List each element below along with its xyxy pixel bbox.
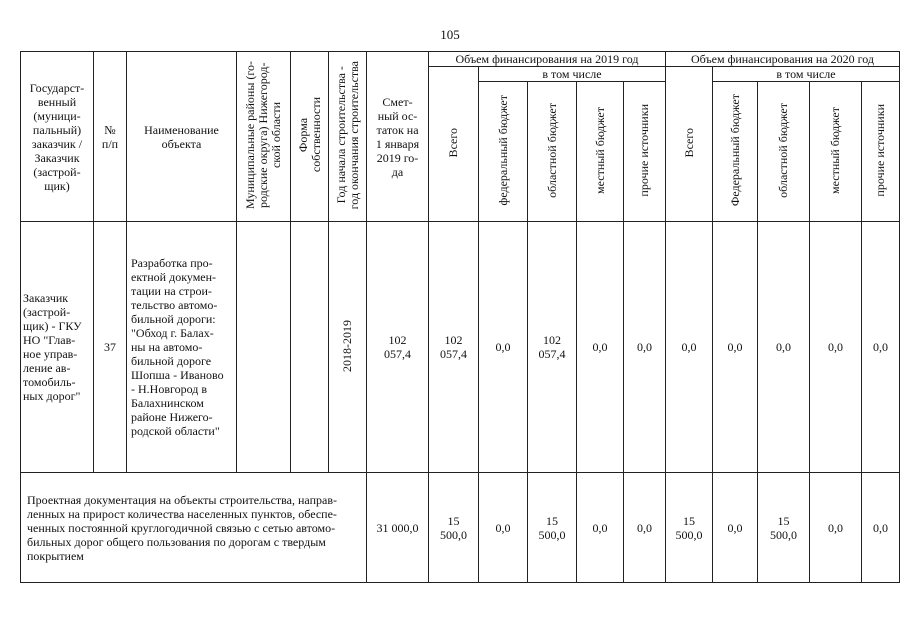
cell-regional-2019: 102 057,4 [528, 222, 577, 473]
cell-total-2019: 102 057,4 [429, 222, 479, 473]
header-including-2020: в том числе [713, 67, 900, 82]
header-regional-2020: областной бюджет [758, 82, 810, 222]
cell-federal-2019: 0,0 [479, 473, 528, 583]
cell-federal-2020: 0,0 [713, 473, 758, 583]
table-row [21, 222, 900, 473]
header-local-2020: местный бюджет [810, 82, 862, 222]
cell-total-2019: 15 500,0 [429, 473, 479, 583]
header-num: № п/п [94, 52, 127, 222]
header-years: Год начала строительства - год окончания строительства [329, 52, 367, 222]
cell-total-2020: 15 500,0 [666, 473, 713, 583]
cell-local-2019: 0,0 [577, 473, 624, 583]
cell-local-2020: 0,0 [810, 222, 862, 473]
cell-balance: 102 057,4 [367, 222, 429, 473]
cell-local-2020: 0,0 [810, 473, 862, 583]
cell-description: Проектная документация на объекты строительства, направ- ленных на прирост количества населенных пунктов, обеспе- ченных постоянной круглогодичной связью с сетью автомо- бильных дорог общего пользования по дорогам с твердым покрытием [21, 473, 367, 583]
cell-regional-2020: 15 500,0 [758, 473, 810, 583]
cell-municipal-districts [237, 222, 291, 473]
cell-customer: Заказчик (застрой- щик) - ГКУ НО "Глав- ное управ- ление ав- томобиль- ных дорог" [21, 222, 94, 473]
cell-ownership [291, 222, 329, 473]
cell-other-2020: 0,0 [862, 222, 900, 473]
cell-other-2020: 0,0 [862, 473, 900, 583]
header-federal-2020: Федеральный бюджет [713, 82, 758, 222]
header-total-2019: Всего [429, 67, 479, 222]
header-federal-2019: федеральный бюджет [479, 82, 528, 222]
header-balance: Смет- ный ос- таток на 1 января 2019 го- да [367, 52, 429, 222]
page-number: 105 [440, 27, 460, 42]
header-regional-2019: областной бюджет [528, 82, 577, 222]
cell-num: 37 [94, 222, 127, 473]
header-other-2019: прочие источники [624, 82, 666, 222]
cell-total-2020: 0,0 [666, 222, 713, 473]
header-object-name: Наименование объекта [127, 52, 237, 222]
cell-federal-2020: 0,0 [713, 222, 758, 473]
header-customer: Государст- венный (муници- пальный) заказчик / Заказчик (застрой- щик) [21, 52, 94, 222]
financing-table [20, 51, 900, 583]
header-municipal-districts: Муниципальные районы (го- родские округа) Нижегород- ской области [237, 52, 291, 222]
cell-regional-2020: 0,0 [758, 222, 810, 473]
header-local-2019: местный бюджет [577, 82, 624, 222]
header-financing-2019: Объем финансирования на 2019 год [429, 52, 666, 67]
header-total-2020: Всего [666, 67, 713, 222]
header-other-2020: прочие источники [862, 82, 900, 222]
cell-years: 2018-2019 [329, 222, 367, 473]
header-financing-2020: Объем финансирования на 2020 год [666, 52, 900, 67]
header-ownership: Форма собственности [291, 52, 329, 222]
cell-object-name: Разработка про- ектной докумен- тации на строи- тельство автомо- бильной дороги: "Обход г. Балах- ны на автомо- бильной дороге Шопша - Иваново - Н.Новгород в Балахнинском районе Нижего- родской области" [127, 222, 237, 473]
cell-other-2019: 0,0 [624, 222, 666, 473]
cell-regional-2019: 15 500,0 [528, 473, 577, 583]
header-including-2019: в том числе [479, 67, 666, 82]
cell-other-2019: 0,0 [624, 473, 666, 583]
cell-federal-2019: 0,0 [479, 222, 528, 473]
header-row-1 [21, 52, 900, 67]
table-row [21, 473, 900, 583]
cell-balance: 31 000,0 [367, 473, 429, 583]
cell-local-2019: 0,0 [577, 222, 624, 473]
